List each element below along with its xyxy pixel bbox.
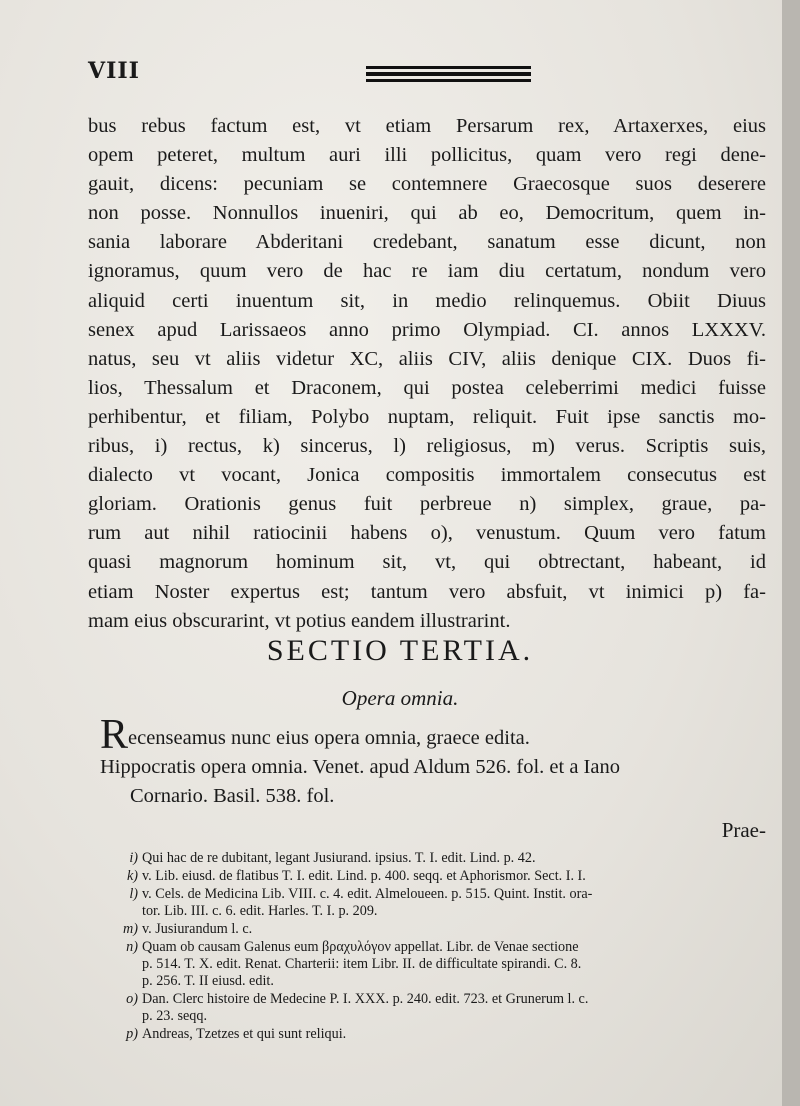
footnote-text: v. Lib. eiusd. de flatibus T. I. edit. Lind. p. 400. seqq. et Aphorismor. Sect. I. I. xyxy=(142,868,586,884)
drop-initial: R xyxy=(100,712,129,758)
text-line: non posse. Nonnullos inueniri, qui ab eo, Democritum, quem in- xyxy=(88,202,766,225)
text-line: gauit, dicens: pecuniam se contemnere Graecosque suos deserere xyxy=(88,173,766,196)
text-line: dialecto vt vocant, Jonica compositis immortalem consecutus est xyxy=(88,464,766,487)
footnote-text: v. Jusiurandum l. c. xyxy=(142,921,253,937)
footnote-text: Andreas, Tzetzes et qui sunt reliqui. xyxy=(142,1026,347,1042)
text-line: sania laborare Abderitani credebant, sanatum esse dicunt, non xyxy=(88,231,766,254)
text-line: bus rebus factum est, vt etiam Persarum rex, Artaxerxes, eius xyxy=(88,115,766,137)
text-line: lios, Thessalum et Draconem, qui postea celeberrimi medici fuisse xyxy=(88,376,766,399)
text-line: opem peteret, multum auri illi pollicitus, quam vero regi dene- xyxy=(88,144,766,167)
text-line: ribus, i) rectus, k) sincerus, l) religiosus, m) verus. Scriptis suis, xyxy=(88,435,766,458)
footnote-mark: m) xyxy=(123,921,138,937)
footnote-text: Quam ob causam Galenus eum βραχυλόγον appellat. Libr. de Venae sectione p. 514. T. X. edit. Renat. Charterii: item Libr. II. de difficultate spirandi. C. 8. p. 256. T. II eiusd. edit. xyxy=(142,939,582,989)
footnote xyxy=(120,886,770,920)
ornament-bar-bottom xyxy=(366,79,531,82)
text-line: senex apud Larissaeos anno primo Olympiad. CI. annos LXXXV. xyxy=(88,318,766,341)
footnote-text: Dan. Clerc histoire de Medecine P. I. XXX. p. 240. edit. 723. et Grunerum l. c. p. 23. seqq. xyxy=(142,991,589,1024)
ornament-bar-middle xyxy=(366,72,531,76)
page-number: VIII xyxy=(88,58,140,84)
main-paragraph xyxy=(88,112,766,636)
footnote-mark: o) xyxy=(126,991,138,1007)
section-title: SECTIO TERTIA. xyxy=(266,634,534,667)
section-line-edition-cont: Cornario. Basil. 538. fol. xyxy=(130,785,335,807)
footnote xyxy=(120,921,770,938)
footnote-mark: p) xyxy=(126,1026,138,1042)
footnote-text: Qui hac de re dubitant, legant Jusiurand. ipsius. T. I. edit. Lind. p. 42. xyxy=(142,850,536,866)
footnote-mark: n) xyxy=(126,939,138,955)
text-line: etiam Noster expertus est; tantum vero absfuit, vt inimici p) fa- xyxy=(88,580,766,603)
text-line: natus, seu vt aliis videtur XC, aliis CIV, aliis denique CIX. Duos fi- xyxy=(88,347,766,370)
catchword: Prae- xyxy=(721,818,766,842)
text-line: rum aut nihil ratiocinii habens o), venustum. Quum vero fatum xyxy=(88,522,766,545)
footnote-mark: l) xyxy=(129,886,138,902)
section-subtitle: Opera omnia. xyxy=(341,686,459,710)
section-paragraph xyxy=(100,712,768,811)
text-line: mam eius obscurarint, vt potius eandem illustrarint. xyxy=(88,609,511,632)
section-first-line xyxy=(100,712,768,758)
footnote xyxy=(120,868,770,885)
footnote xyxy=(120,850,770,867)
text-line: gloriam. Orationis genus fuit perbreue n) simplex, graue, pa- xyxy=(88,493,766,516)
ornament-bar-top xyxy=(366,66,531,69)
text-line: quasi magnorum hominum sit, vt, qui obtrectant, habeant, id xyxy=(88,551,766,574)
text-line: aliquid certi inuentum sit, in medio relinquemus. Obiit Diuus xyxy=(88,289,766,312)
footnote xyxy=(120,939,770,990)
footnote-mark: i) xyxy=(129,850,138,866)
footnotes xyxy=(120,850,770,1044)
footnote xyxy=(120,991,770,1025)
footnote-mark: k) xyxy=(126,868,138,884)
text-line: ignoramus, quum vero de hac re iam diu certatum, nondum vero xyxy=(88,260,766,283)
text-line: perhibentur, et filiam, Polybo nuptam, reliquit. Fuit ipse sanctis mo- xyxy=(88,405,766,428)
section-line-edition: Hippocratis opera omnia. Venet. apud Aldum 526. fol. et a Iano xyxy=(100,756,620,778)
header-ornament-rule xyxy=(366,66,531,85)
page-header xyxy=(88,58,768,88)
section-line-text: ecenseamus nunc eius opera omnia, graece edita. xyxy=(128,727,530,749)
footnote-text: v. Cels. de Medicina Lib. VIII. c. 4. edit. Almeloueen. p. 515. Quint. Instit. ora- tor. Lib. III. c. 6. edit. Harles. T. I. p. 209. xyxy=(142,886,593,919)
footnote xyxy=(120,1026,770,1043)
